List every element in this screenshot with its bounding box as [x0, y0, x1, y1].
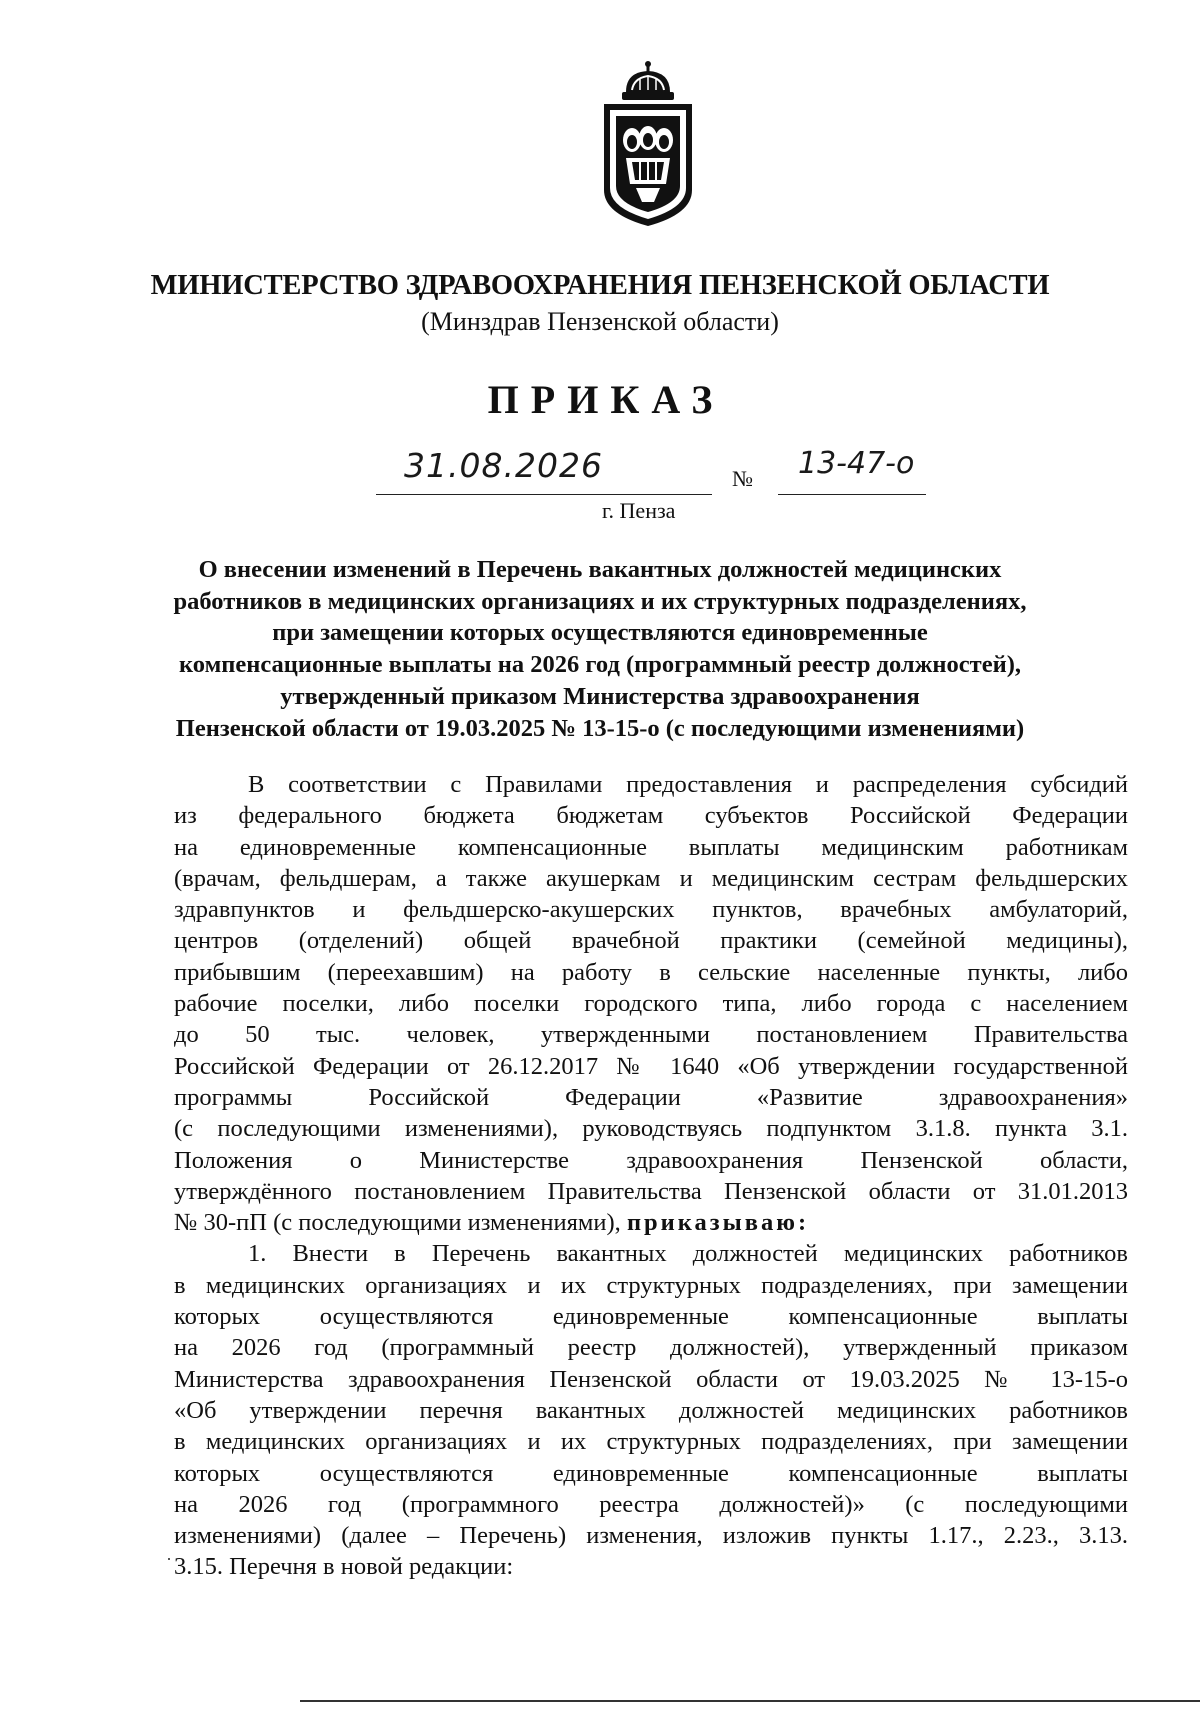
number-underline	[778, 494, 926, 495]
number-label: №	[732, 466, 753, 491]
footer-rule	[300, 1700, 1200, 1702]
item-line: на 2026 год (программный реестр должностей), утвержденный приказом	[174, 1334, 1128, 1362]
order-date: 31.08.2026	[404, 446, 603, 485]
title-line: работников в медицинских организациях и их структурных подразделениях,	[173, 587, 1027, 615]
body-line: программы Российской Федерации «Развитие здравоохранения»	[174, 1083, 1128, 1111]
title-line: при замещении которых осуществляются единовременные	[272, 619, 928, 647]
item-line: изменениями) (далее – Перечень) изменения, изложив пункты 1.17., 2.23., 3.13.	[174, 1522, 1128, 1550]
body-line: прибывшим (переехавшим) на работу в сельские населенные пункты, либо	[174, 958, 1128, 986]
title-line: утвержденный приказом Министерства здравоохранения	[280, 682, 920, 710]
margin-mark	[168, 1558, 170, 1560]
item-line: 3.15. Перечня в новой редакции:	[174, 1553, 514, 1581]
preamble-end: № 30-пП (с последующими изменениями),	[174, 1209, 621, 1237]
item-line: Министерства здравоохранения Пензенской области от 19.03.2025 № 13-15-о	[174, 1365, 1128, 1393]
body-line: рабочие поселки, либо поселки городского типа, либо города с населением	[174, 990, 1128, 1018]
title-line: Пензенской области от 19.03.2025 № 13-15-о (с последующими изменениями)	[175, 714, 1025, 742]
body-line: Российской Федерации от 26.12.2017 № 1640 «Об утверждении государственной	[174, 1052, 1128, 1080]
title-line: О внесении изменений в Перечень вакантных должностей медицинских	[198, 556, 1002, 583]
document-type: ПРИКАЗ	[487, 377, 725, 422]
body-line: (с последующими изменениями), руководствуясь подпунктом 3.1.8. пункта 3.1.	[174, 1115, 1128, 1143]
item-line: в медицинских организациях и их структурных подразделениях, при замещении	[174, 1271, 1128, 1299]
title-line: компенсационные выплаты на 2026 год (программный реестр должностей),	[179, 651, 1021, 679]
item-line: 1. Внести в Перечень вакантных должностей медицинских работников	[248, 1240, 1128, 1268]
body-line	[174, 1207, 1128, 1238]
body-line: Положения о Министерстве здравоохранения Пензенской области,	[174, 1146, 1128, 1174]
city: г. Пенза	[602, 498, 676, 523]
body-line: здравпунктов и фельдшерско-акушерских пунктов, врачебных амбулаторий,	[174, 896, 1128, 924]
body-line: утверждённого постановлением Правительства Пензенской области от 31.01.2013	[174, 1177, 1128, 1205]
order-body	[174, 769, 1128, 1583]
body-line: на единовременные компенсационные выплаты медицинским работникам	[174, 833, 1128, 861]
body-line: до 50 тыс. человек, утвержденными постановлением Правительства	[174, 1021, 1128, 1049]
ministry-short-name: (Минздрав Пензенской области)	[421, 307, 779, 336]
body-line: В соответствии с Правилами предоставления и распределения субсидий	[248, 771, 1128, 798]
item-line: в медицинских организациях и их структурных подразделениях, при замещении	[174, 1428, 1128, 1456]
item-line: которых осуществляются единовременные компенсационные выплаты	[174, 1303, 1128, 1331]
body-line: центров (отделений) общей врачебной практики (семейной медицины),	[174, 927, 1128, 955]
order-word: приказываю:	[626, 1209, 810, 1237]
order-number: 13-47-о	[798, 446, 915, 481]
item-line: которых осуществляются единовременные компенсационные выплаты	[174, 1459, 1128, 1487]
date-underline	[376, 494, 712, 495]
ministry-name: МИНИСТЕРСТВО ЗДРАВООХРАНЕНИЯ ПЕНЗЕНСКОЙ ОБЛАСТИ	[150, 270, 1050, 301]
order-title	[150, 554, 1050, 744]
body-line: из федерального бюджета бюджетам субъектов Российской Федерации	[174, 802, 1128, 830]
penza-coat-of-arms-icon	[596, 58, 700, 228]
item-line: на 2026 год (программного реестра должностей)» (с последующими	[174, 1490, 1128, 1518]
item-line: «Об утверждении перечня вакантных должностей медицинских работников	[174, 1396, 1128, 1424]
body-line: (врачам, фельдшерам, а также акушеркам и медицинским сестрам фельдшерских	[174, 864, 1128, 892]
